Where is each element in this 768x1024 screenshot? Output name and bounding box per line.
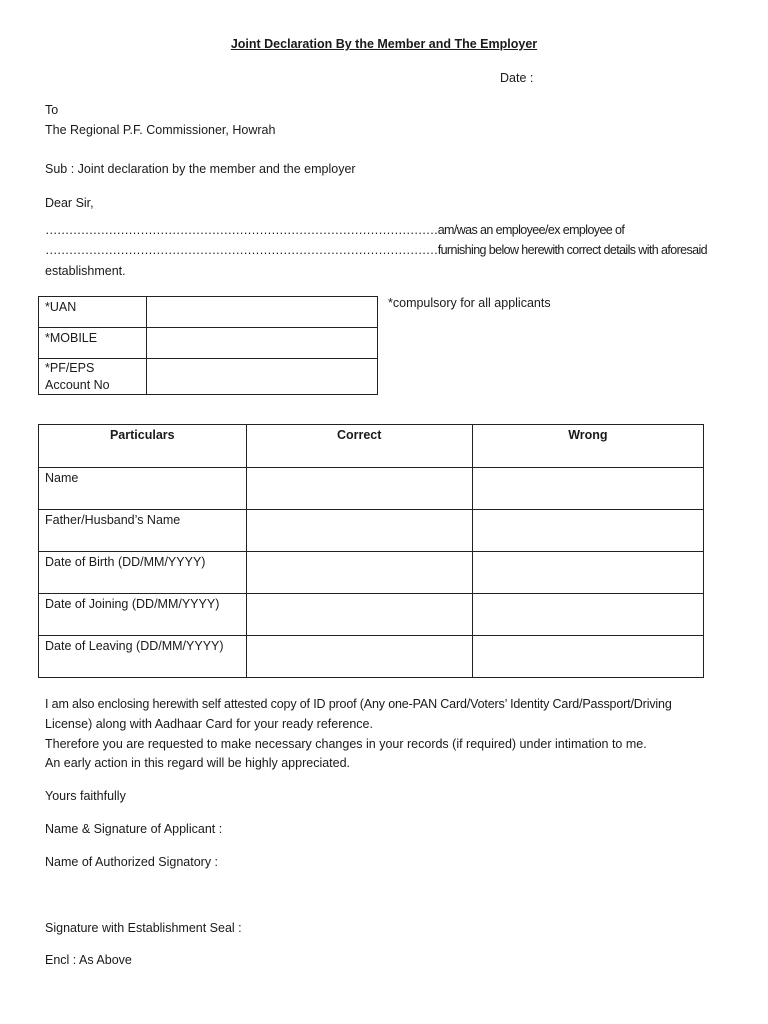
yours-faithfully: Yours faithfully [45,789,126,803]
uan-value[interactable] [147,297,378,328]
cell-wrong[interactable] [472,594,703,636]
enclosing-line-1: I am also enclosing herewith self attested copy of ID proof (Any one-PAN Card/Voters’ Identity Card/Passport/Driving [45,697,672,711]
row-label-dob: Date of Birth (DD/MM/YYYY) [39,552,247,594]
table-row [39,510,704,552]
request-line: Therefore you are requested to make necessary changes in your records (if required) under intimation to me. [45,737,647,751]
applicant-signature-label: Name & Signature of Applicant : [45,822,223,836]
address-to: To [45,103,59,117]
mobile-value[interactable] [147,328,378,359]
compulsory-note: *compulsory for all applicants [388,296,551,310]
cell-correct[interactable] [246,636,472,678]
cell-wrong[interactable] [472,510,703,552]
table-header-row [39,425,704,468]
table-row [39,468,704,510]
id-details-table [38,296,378,395]
date-label: Date : [500,71,534,85]
row-label-father-husband: Father/Husband’s Name [39,510,247,552]
intro-line-3: establishment. [45,264,126,278]
table-row [39,359,378,395]
table-row [39,552,704,594]
mobile-label: *MOBILE [39,328,147,359]
cell-wrong[interactable] [472,636,703,678]
table-row [39,594,704,636]
uan-label: *UAN [39,297,147,328]
address-recipient: The Regional P.F. Commissioner, Howrah [45,123,276,137]
row-label-doj: Date of Joining (DD/MM/YYYY) [39,594,247,636]
pf-eps-value[interactable] [147,359,378,395]
header-correct: Correct [246,425,472,468]
table-row [39,328,378,359]
cell-wrong[interactable] [472,552,703,594]
action-line: An early action in this regard will be highly appreciated. [45,756,351,770]
cell-wrong[interactable] [472,468,703,510]
enclosure-label: Encl : As Above [45,953,132,967]
enclosing-line-2: License) along with Aadhaar Card for your ready reference. [45,717,373,731]
cell-correct[interactable] [246,594,472,636]
header-wrong: Wrong [472,425,703,468]
authorized-signatory-label: Name of Authorized Signatory : [45,855,219,869]
establishment-seal-label: Signature with Establishment Seal : [45,921,242,935]
row-label-dol: Date of Leaving (DD/MM/YYYY) [39,636,247,678]
cell-correct[interactable] [246,468,472,510]
intro-line-1: ………………………………………………………………………………………am/was an employee/ex employee of [45,223,625,237]
document-title: Joint Declaration By the Member and The Employer [230,37,538,51]
header-particulars: Particulars [39,425,247,468]
cell-correct[interactable] [246,510,472,552]
salutation: Dear Sir, [45,196,94,210]
row-label-name: Name [39,468,247,510]
cell-correct[interactable] [246,552,472,594]
subject-line: Sub : Joint declaration by the member and the employer [45,162,356,176]
table-row [39,636,704,678]
pf-eps-label: *PF/EPS Account No [39,359,147,395]
intro-line-2: ………………………………………………………………………………………furnishing below herewith correct details with aforesaid [45,243,708,257]
particulars-table [38,424,704,678]
table-row [39,297,378,328]
